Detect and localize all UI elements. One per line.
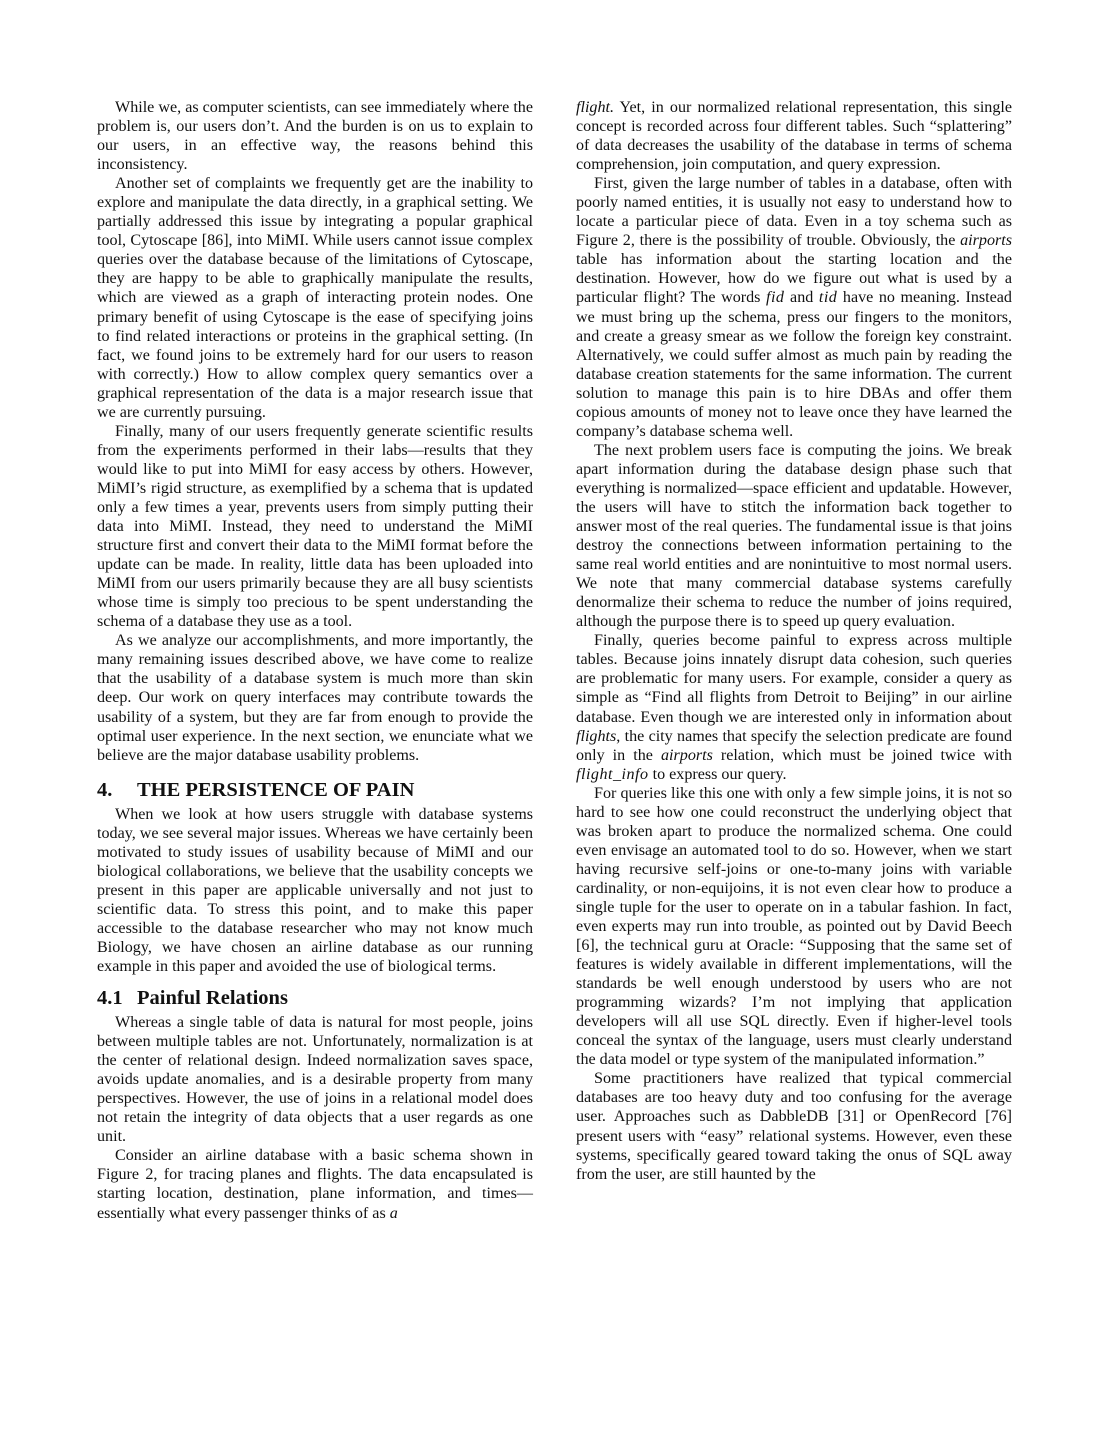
paragraph-text: and bbox=[784, 289, 819, 307]
left-column bbox=[97, 98, 533, 1223]
paragraph-text: , the city names that specify the selection predicate are found only in the bbox=[576, 727, 1012, 764]
paragraph-text: First, given the large number of tables in a database, often with poorly named entities, it is usually not easy to understand how to locate a particular piece of data. Even in a toy schema such as Figure 2, there is the possibility of trouble. Obviously, the bbox=[576, 175, 1012, 250]
section-heading bbox=[97, 778, 533, 802]
paragraph-text: Consider an airline database with a basic schema shown in Figure 2, for tracing planes and flights. The data encapsulated is starting location, destination, plane information, and times—essentially what every passenger thinks of as bbox=[97, 1147, 533, 1222]
paragraph-text: to express our query. bbox=[648, 765, 787, 783]
math-term: flight_info bbox=[576, 765, 649, 783]
paragraph bbox=[576, 631, 1012, 783]
emphasis: airports bbox=[960, 232, 1012, 250]
subsection-heading bbox=[97, 986, 533, 1010]
paragraph-text: table has information about the starting location and the destination. However, how do we figure out what is used by a particular flight? The words bbox=[576, 251, 1012, 307]
paragraph: Another set of complaints we frequently get are the inability to explore and manipulate the data directly, in a graphical setting. We partially addressed this issue by integrating a popular graphical tool, Cytoscape [86], into MiMI. While users cannot issue complex queries over the database because of the limitations of Cytoscape, they are happy to be able to graphically manipulate the results, which are viewed as a graph of interacting protein nodes. One primary benefit of using Cytoscape is the ease of specifying joins to find related interactions or proteins in the graphical setting. (In fact, we found joins to be extremely hard for our users to reason with correctly.) How to allow complex query semantics over a graphical representation of the data is a major research issue that we are currently pursuing. bbox=[97, 175, 533, 421]
paragraph-text: have no meaning. Instead we must bring up the schema, press our fingers to the monitors, and create a greasy smear as we follow the foreign key constraint. Alternatively, we could suffer almost as much pain by reading the database creation statements for the same information. The current solution to manage this pain is to hire DBAs and offer them copious amounts of money not to leave once they have learned the company’s database schema well. bbox=[576, 289, 1012, 440]
paragraph: While we, as computer scientists, can see immediately where the problem is, our users don’t. And the burden is on us to explain to our users, in an effective way, the reasons behind this inconsistency. bbox=[97, 99, 533, 174]
section-number: 4. bbox=[97, 778, 113, 801]
right-column bbox=[576, 98, 1012, 1184]
paragraph-text: relation, which must be joined twice with bbox=[712, 746, 1012, 764]
subsection-title: Painful Relations bbox=[137, 987, 288, 1010]
paragraph: Finally, many of our users frequently generate scientific results from the experiments performed in their labs—results that they would like to put into MiMI for easy access by others. However, MiMI’s rigid structure, as exemplified by a schema that is updated only a few times a year, prevents users from simply putting their data into MiMI. Instead, they need to understand the MiMI structure first and convert their data to the MiMI format before the update can be made. In reality, little data has been uploaded into MiMI from our users primarily because they are all busy scientists whose time is simply too precious to be spent understanding the schema of a database they use as a tool. bbox=[97, 422, 533, 631]
paragraph: Some practitioners have realized that typical commercial databases are too heavy duty and too confusing for the average user. Approaches such as DabbleDB [31] or OpenRecord [76] present users with “easy” relational systems. However, even these systems, specifically geared toward taking the onus of SQL away from the user, are still haunted by the bbox=[576, 1070, 1012, 1183]
paragraph-text: Yet, in our normalized relational representation, this single concept is recorded across four different tables. Such “splattering” of data decreases the usability of the database in terms of schema comprehension, join computation, and query expression. bbox=[576, 99, 1012, 174]
paragraph: Whereas a single table of data is natural for most people, joins between multiple tables are not. Unfortunately, normalization is at the center of relational design. Indeed normalization saves space, avoids update anomalies, and is a desirable property from many perspectives. However, the use of joins in a relational model does not retain the integrity of data objects that a user regards as one unit. bbox=[97, 1014, 533, 1146]
emphasis: flights bbox=[576, 727, 617, 745]
paragraph bbox=[576, 174, 1012, 441]
paragraph bbox=[576, 98, 1012, 174]
emphasis: a bbox=[389, 1204, 398, 1222]
subsection-number: 4.1 bbox=[97, 987, 123, 1010]
paragraph-text: Finally, queries become painful to express across multiple tables. Because joins innately disrupt data cohesion, such queries are problematic for many users. For example, consider a query as simple as “Find all flights from Detroit to Beijing” in our airline database. Even though we are interested only in information about bbox=[576, 632, 1012, 726]
paragraph bbox=[97, 1146, 533, 1222]
paragraph: As we analyze our accomplishments, and more importantly, the many remaining issues described above, we have come to realize that the usability of a database system is much more than skin deep. Our work on query interfaces may contribute towards the usability of a system, but they are far from enough to provide the optimal user experience. In the next section, we enunciate what we believe are the major database usability problems. bbox=[97, 632, 533, 764]
paragraph: When we look at how users struggle with database systems today, we see several major issues. Whereas we have certainly been motivated to study issues of usability because of MiMI and our biological collaborations, we believe that the usability concepts we present in this paper are applicable universally and not just to scientific data. To stress this point, and to make this paper accessible to the database researcher who may not know much Biology, we have chosen an airline database as our running example in this paper and avoided the use of biological terms. bbox=[97, 805, 533, 976]
math-term: fid bbox=[765, 289, 785, 307]
math-term: tid bbox=[818, 289, 838, 307]
emphasis: flight. bbox=[576, 99, 615, 116]
paragraph: The next problem users face is computing the joins. We break apart information during the database design phase such that everything is normalized—space efficient and updatable. However, the users will have to stitch the information back together to answer most of the real queries. The fundamental issue is that joins destroy the connections between information pertaining to the same real world entities and are nonintuitive to most normal users. We note that many commercial database systems carefully denormalize their schema to reduce the number of joins required, although the purpose there is to speed up query evaluation. bbox=[576, 441, 1012, 631]
emphasis: airports bbox=[660, 746, 713, 764]
paragraph: For queries like this one with only a few simple joins, it is not so hard to see how one could reconstruct the underlying object that was broken apart to produce the normalized schema. One could even envisage an automated tool to do so. However, when we start having recursive self-joins or one-to-many joins with variable cardinality, or non-equijoins, it is not even clear how to produce a single tuple for the user to operate on in a tabular fashion. In fact, even experts may run into trouble, as pointed out by David Beech [6], the technical guru at Oracle: “Supposing that the same set of features is widely available in different implementations, will the standards be well enough understood by users who are not programming wizards? I’m not implying that application developers will all use SQL directly. Even if higher-level tools conceal the syntax of the language, users must clearly understand the data model or type system of the manipulated information.” bbox=[576, 784, 1012, 1069]
section-title: THE PERSISTENCE OF PAIN bbox=[137, 778, 415, 801]
